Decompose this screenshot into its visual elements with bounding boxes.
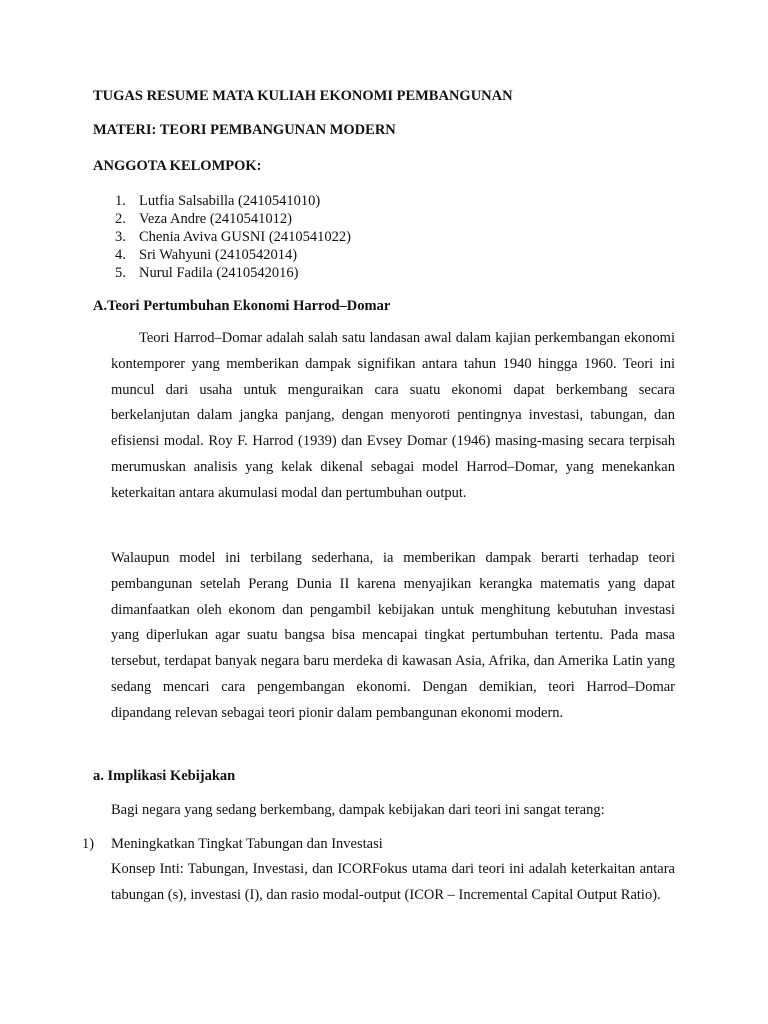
item-number: 1)	[82, 836, 95, 852]
member-name: Nurul Fadila (2410542016)	[139, 265, 299, 281]
list-number: 3.	[115, 229, 126, 245]
member-name: Sri Wahyuni (2410542014)	[139, 247, 298, 263]
materi-heading: MATERI: TEORI PEMBANGUNAN MODERN	[93, 122, 396, 138]
list-number: 5.	[115, 265, 126, 281]
member-name: Lutfia Salsabilla (2410541010)	[139, 193, 321, 209]
numbered-item	[82, 836, 383, 853]
anggota-heading: ANGGOTA KELOMPOK:	[93, 158, 262, 174]
body-paragraph-1: Teori Harrod–Domar adalah salah satu landasan awal dalam kajian perkembangan ekonomi kontemporer yang memberikan dampak signifikan antara tahun 1940 hingga 1960. Teori ini muncul dari usaha untuk menguraikan cara suatu ekonomi dapat berkembang secara berkelanjutan dalam jangka panjang, dengan menyoroti pentingnya investasi, tabungan, dan efisiensi modal. Roy F. Harrod (1939) dan Evsey Domar (1946) masing-masing secara terpisah merumuskan analisis yang kelak dikenal sebagai model Harrod–Domar, yang menekankan keterkaitan antara akumulasi modal dan pertumbuhan output.	[111, 330, 675, 501]
list-item	[115, 228, 351, 246]
document-title: TUGAS RESUME MATA KULIAH EKONOMI PEMBANGUNAN	[93, 88, 513, 104]
list-item	[115, 192, 351, 210]
list-number: 1.	[115, 193, 126, 209]
list-number: 2.	[115, 211, 126, 227]
list-item	[115, 246, 351, 264]
list-item	[115, 264, 351, 282]
item-text: Meningkatkan Tingkat Tabungan dan Investasi	[111, 836, 383, 852]
section-heading: A.Teori Pertumbuhan Ekonomi Harrod–Domar	[93, 298, 391, 314]
subsection-heading: a. Implikasi Kebijakan	[93, 768, 236, 784]
body-paragraph-2: Walaupun model ini terbilang sederhana, ia memberikan dampak berarti terhadap teori pembangunan setelah Perang Dunia II karena menyajikan kerangka matematis yang dapat dimanfaatkan oleh ekonom dan pengambil kebijakan untuk menghitung kebutuhan investasi yang diperlukan agar suatu bangsa bisa mencapai tingkat pertumbuhan tertentu. Pada masa tersebut, terdapat banyak negara baru merdeka di kawasan Asia, Afrika, dan Amerika Latin yang sedang mencari cara pengembangan ekonomi. Dengan demikian, teori Harrod–Domar dipandang relevan sebagai teori pionir dalam pembangunan ekonomi modern.	[111, 550, 675, 721]
member-name: Veza Andre (2410541012)	[139, 211, 293, 227]
list-number: 4.	[115, 247, 126, 263]
member-name: Chenia Aviva GUSNI (2410541022)	[139, 229, 351, 245]
body-paragraph-3: Bagi negara yang sedang berkembang, dampak kebijakan dari teori ini sangat terang:	[111, 802, 605, 818]
body-paragraph-4: Konsep Inti: Tabungan, Investasi, dan ICORFokus utama dari teori ini adalah keterkaitan antara tabungan (s), investasi (I), dan rasio modal-output (ICOR – Incremental Capital Output Ratio).	[111, 861, 675, 903]
list-item	[115, 210, 351, 228]
member-list	[115, 192, 351, 282]
